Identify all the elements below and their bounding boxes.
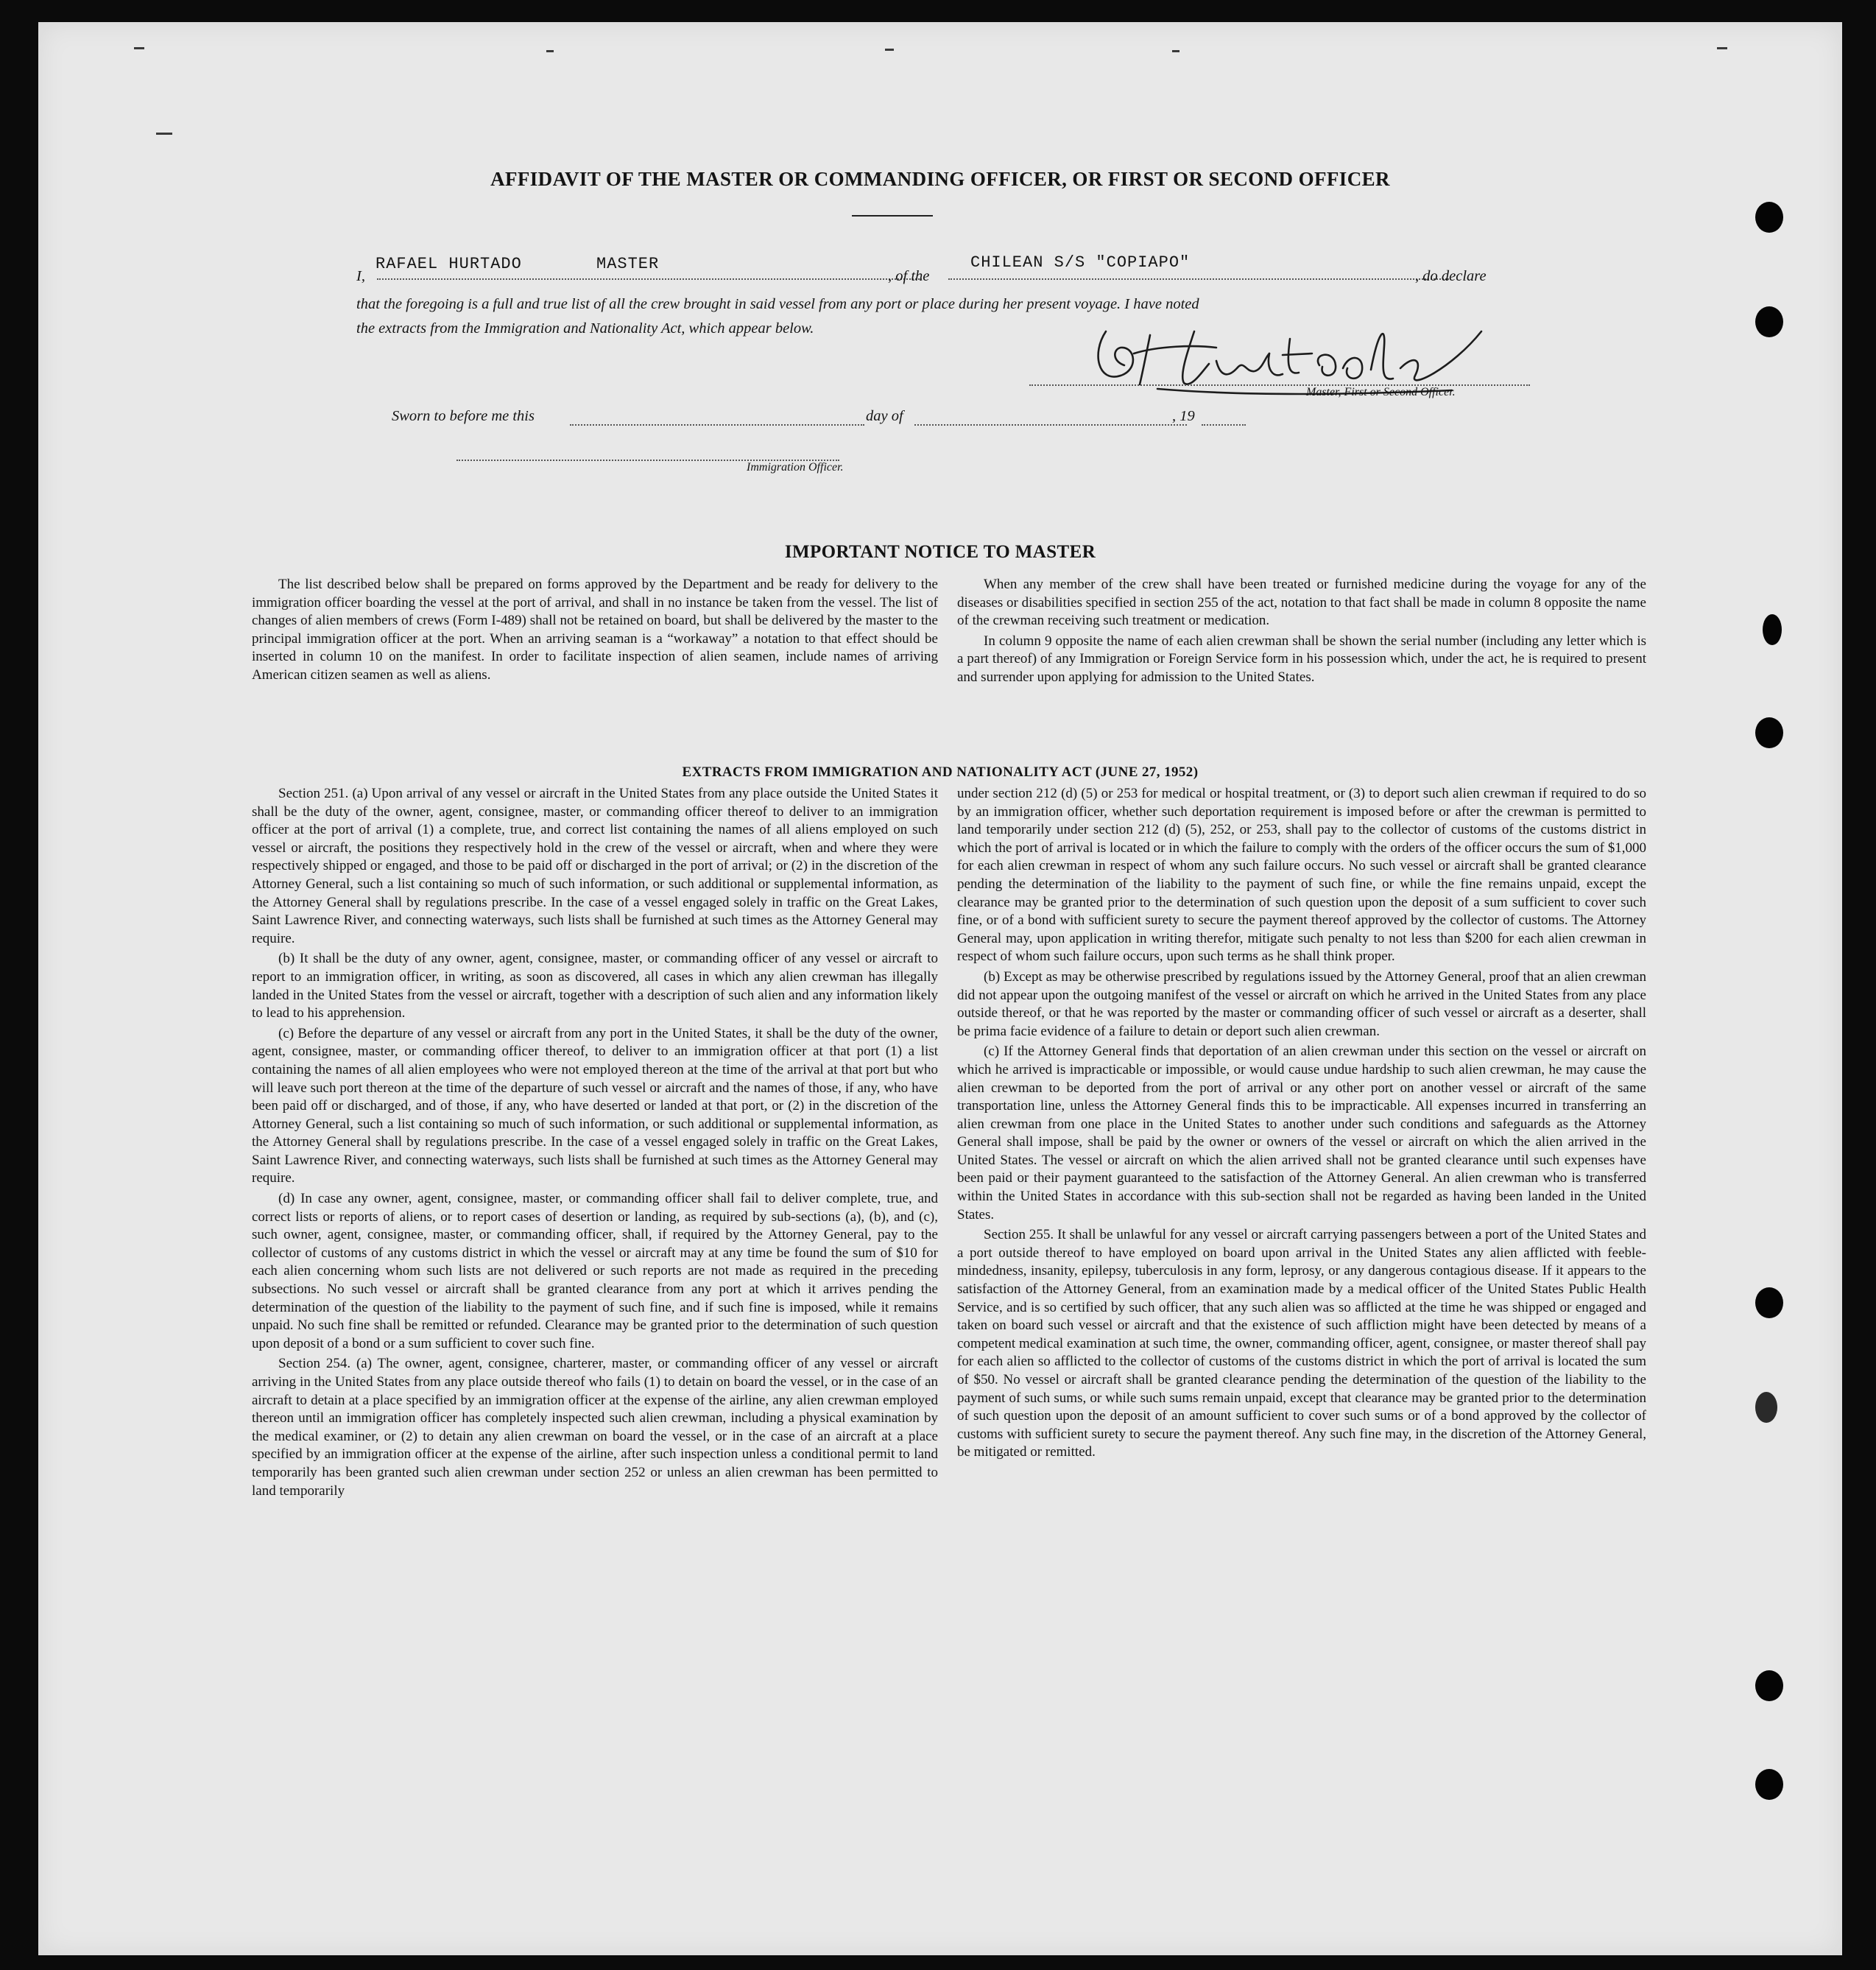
of-the-label: , of the [888,268,930,284]
section-254-b: (b) Except as may be otherwise prescribed by regulations issued by the Attorney General, proof that an alien crewman did not appear upon the outgoing manifest of the vessel or aircraft on which he arrived in the United States from any place outside thereof, or that he was reported by the master or commanding officer of such vessel or aircraft as a deserter, shall be prima facie evidence of a failure to detain or deport such alien crewman. [957,968,1646,1039]
notice-left-paragraph: The list described below shall be prepared on forms approved by the Department and be ready for delivery to the immigration officer boarding the vessel at the port of arrival, and shall in no instance be taken from the vessel. The list of changes of alien members of crews (Form I-489) shall not be retained on board, but shall be delivered by the master to the principal immigration officer at the port. When an arriving seaman is a “workaway” a notation to that effect should be inserted in column 10 on the manifest. In order to facilitate inspection of alien seamen, include names of arriving American citizen seamen as well as aliens. [252,577,938,683]
declarant-line [377,277,922,280]
section-251-d: (d) In case any owner, agent, consignee, master, or commanding officer shall fail to deliver complete, true, and correct lists or reports of aliens, or to report cases of desertion or landing, as required by sub-sections (a), (b), and (c), such owner, agent, consignee, master, or commanding officer, shall, if required by the Attorney General, pay to the collector of customs of any customs district in which the vessel or aircraft may at any time be found the sum of $10 for each alien concerning whom such lists are not delivered or such reports are not made as required in the preceding subsections. No such vessel or aircraft shall be granted clearance from any port at which it arrives pending the determination of the question of the liability to the payment of such fine, and if such fine is imposed, while it remains unpaid. No such fine shall be remitted or refunded. Clearance may be granted prior to the determination of such question upon deposit of a bond or a sum sufficient to cover such fine. [252,1191,938,1351]
sworn-label: Sworn to before me this [392,408,535,424]
section-254-a: Section 254. (a) The owner, agent, consignee, charterer, master, or commanding officer of any vessel or aircraft arriving in the United States from any place outside thereof who fails (1) to detain on board the vessel, or in the case of an aircraft to detain at a place specified by an immigration officer at the expense of the airline, any alien crewman employed thereon until an immigration officer has completely inspected such alien crewman, including a physical examination by the medical examiner, or (2) to detain any alien crewman on board the vessel, or in the case of an aircraft at a place specified by an immigration officer at the expense of the airline, after such inspection unless a conditional permit to land temporarily has been granted such alien crewman under section 252 or unless an alien crewman has been permitted to land temporarily [252,1356,938,1499]
declarant-rank: MASTER [596,255,660,273]
section-254-c: (c) If the Attorney General finds that deportation of an alien crewman under this section on the vessel or aircraft on which he arrived is impracticable or impossible, or would cause undue hardship to such alien crewman, he may cause the alien crewman to be deported from the port of arrival or any other port on another vessel or aircraft of the same transportation line, unless the Attorney General finds this to be impracticable. All expenses incurred in transferring an alien crewman from one place in the United States to another under such conditions and safeguards as the Attorney General shall impose, shall be paid by the owner or owners of the vessel or aircraft on which the alien arrived in the United States. The vessel or aircraft on which the alien arrived shall not be granted clearance until such expenses have been paid or their payment guaranteed to the satisfaction of the Attorney General. An alien crewman who is transferred within the United States in accordance with this sub-section shall not be regarded as having been landed in the United States. [957,1044,1646,1223]
year-line [1202,423,1246,426]
vessel-line [948,277,1449,280]
punch-hole [1755,1392,1777,1423]
section-251-a: Section 251. (a) Upon arrival of any vessel or aircraft in the United States from any place outside the United States it shall be the duty of the owner, agent, consignee, master, or commanding officer thereof to deliver to an immigration officer at the port of arrival (1) a complete, true, and correct list containing the names of all aliens employed on such vessel or aircraft, the positions they respectively hold in the crew of the vessel or aircraft, when and where they were respectively shipped or engaged, and those to be paid off or discharged in the port of arrival; or (2) in the discretion of the Attorney General, such a list containing so much of such information, or such additional or supplemental information, as the Attorney General shall by regulations prescribe. In the case of a vessel engaged solely in traffic on the Great Lakes, Saint Lawrence River, and connecting waterways, such lists shall be furnished at such times as the Attorney General may require. [252,786,938,946]
punch-hole [1755,1670,1783,1701]
vessel-name: CHILEAN S/S "COPIAPO" [970,253,1191,272]
officer-caption: Immigration Officer. [747,461,844,474]
scan-speck [885,49,894,51]
declarant-name: RAFAEL HURTADO [375,255,522,273]
notice-right-column [957,576,1646,687]
title-divider [852,215,933,217]
punch-hole [1755,1287,1783,1318]
punch-hole [1755,1769,1783,1800]
section-255: Section 255. It shall be unlawful for any vessel or aircraft carrying passengers between a port of the United States and a port outside thereof to have employed on board upon arrival in the United States any alien afflicted with feeble-mindedness, insanity, epilepsy, tuberculosis in any form, leprosy, or any dangerous contagious disease. If it appears to the satisfaction of the Attorney General, from an examination made by a medical officer of the United States Public Health Service, and is so certified by such officer, that any such alien was so afflicted at the time he was shipped or engaged and taken on board such vessel or aircraft and that the existence of such affliction might have been detected by means of a competent medical examination at such time, the owner, commanding officer, agent, consignee, or master thereof shall pay for each alien so afflicted to the collector of customs of the customs district in which the port of arrival is located the sum of $50. No vessel or aircraft shall be granted clearance pending the determination of the question of the liability to the payment of such sums, or while such sums remain unpaid, except that clearance may be granted prior to the determination of such question upon the deposit of an amount sufficient to cover such sums or of a bond approved by the collector of customs with sufficient surety to secure the payment thereof. Any such fine may, in the discretion of the Attorney General, be mitigated or remitted. [957,1227,1646,1460]
year-prefix: , 19 [1172,408,1195,424]
scan-speck [546,50,554,52]
document-page [38,22,1842,1955]
scan-speck [1172,50,1179,52]
scan-speck [1717,47,1727,49]
notice-heading: IMPORTANT NOTICE TO MASTER [784,542,1096,562]
affidavit-title: AFFIDAVIT OF THE MASTER OR COMMANDING OFFICER, OR FIRST OR SECOND OFFICER [490,168,1390,190]
punch-hole [1763,614,1782,645]
month-line [914,423,1187,426]
do-declare-label: , do declare [1415,268,1487,284]
declarant-prefix: I, [356,268,365,284]
punch-hole [1755,717,1783,748]
day-of-label: day of [866,408,903,424]
signature-caption: Master, First or Second Officer. [1306,386,1456,398]
notice-left-column [252,576,938,685]
section-251-b: (b) It shall be the duty of any owner, agent, consignee, master, or commanding officer of any vessel or aircraft to report to an immigration officer, in writing, as soon as discovered, all cases in which any alien crewman has illegally landed in the United States from the vessel or aircraft, together with a description of such alien and any information likely to lead to his apprehension. [252,951,938,1021]
extracts-right-column [957,785,1646,1462]
extracts-heading: EXTRACTS FROM IMMIGRATION AND NATIONALITY ACT (JUNE 27, 1952) [682,764,1199,780]
section-254-a-continued: under section 212 (d) (5) or 253 for medical or hospital treatment, or (3) to deport such alien crewman if required to do so by an immigration officer, whether such deportation requirement is imposed before or after the crewman is permitted to land temporarily under section 212 (d) (5), 252, or 253, shall pay to the collector of customs of the customs district in which the port of arrival is located or in which the failure to comply with the orders of the officer occurs the sum of $1,000 for each alien crewman in respect of whom any such failure occurs. No such vessel or aircraft shall be granted clearance pending the determination of the liability to the payment of such fine, or while the fine remains unpaid, except the clearance may be granted prior to the determination of such question upon the deposit of a sum sufficient to cover such fine, or of a bond with sufficient surety to secure the payment thereof approved by the collector of customs. The Attorney General may, upon application in writing therefor, mitigate such penalty to not less than $200 for each alien crewman in respect of whom such failure occurs, upon such terms as he shall think proper. [957,786,1646,965]
scan-speck [134,47,144,49]
sworn-day-line [570,423,864,426]
affidavit-statement-1: that the foregoing is a full and true list of all the crew brought in said vessel from any port or place during her present voyage. I have noted [356,296,1199,312]
affidavit-statement-2: the extracts from the Immigration and Nationality Act, which appear below. [356,320,814,337]
punch-hole [1755,306,1783,337]
scan-speck [156,133,172,135]
section-251-c: (c) Before the departure of any vessel or aircraft from any port in the United States, it shall be the duty of the owner, agent, consignee, master, or commanding officer thereof, to deliver to an immigration officer at that port (1) a list containing the names of all alien employees who were not employed thereon at the time of the arrival at that port but who will leave such port thereon at the time of the departure of such vessel or aircraft and the names of those, if any, who have been paid off or discharged, and of those, if any, who have deserted or landed at that port, or (2) in the discretion of the Attorney General, such a list containing so much of such information, or such additional or supplemental information, as the Attorney General shall by regulations prescribe. In the case of a vessel engaged solely in traffic on the Great Lakes, Saint Lawrence River, and connecting waterways, such lists shall be furnished at such times as the Attorney General may require. [252,1025,938,1186]
punch-hole [1755,202,1783,233]
master-signature [1069,302,1526,401]
notice-right-paragraph: When any member of the crew shall have been treated or furnished medicine during the voyage for any of the diseases or disabilities specified in section 255 of the act, notation to that fact shall be made in column 8 opposite the name of the crewman receiving such treatment or medication. [957,577,1646,629]
notice-right-paragraph: In column 9 opposite the name of each alien crewman shall be shown the serial number (including any letter which is a part thereof) of any Immigration or Foreign Service form in his possession which, under the act, he is required to present and surrender upon applying for admission to the United States. [957,633,1646,685]
extracts-left-column [252,785,938,1500]
